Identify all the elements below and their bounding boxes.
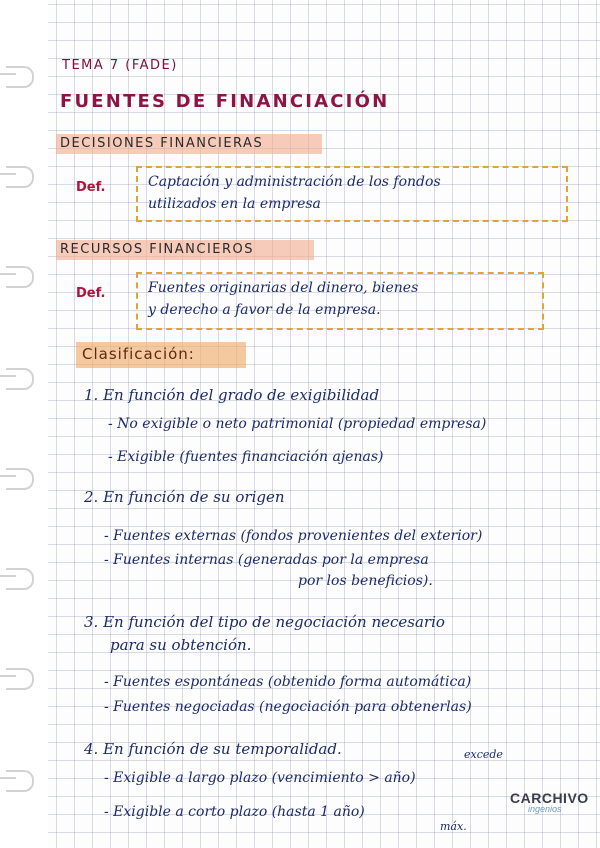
clasificacion-item-line: - Fuentes negociadas (negociación para obtenerlas) bbox=[104, 699, 472, 715]
clasificacion-item-title-continued: para su obtención. bbox=[110, 636, 252, 654]
margin-note: excede bbox=[464, 748, 503, 761]
page-title: FUENTES DE FINANCIACIÓN bbox=[60, 91, 390, 112]
binder-ring-icon bbox=[6, 468, 34, 490]
definition-line: y derecho a favor de la empresa. bbox=[148, 302, 381, 318]
definition-label: Def. bbox=[76, 286, 106, 301]
clasificacion-item-title: 2. En función de su origen bbox=[84, 488, 285, 506]
clasificacion-item-line: - Fuentes espontáneas (obtenido forma automática) bbox=[104, 674, 472, 690]
clasificacion-item-line: - Exigible (fuentes financiación ajenas) bbox=[108, 449, 384, 465]
section-heading-decisiones: DECISIONES FINANCIERAS bbox=[60, 136, 264, 151]
binder-ring-icon bbox=[6, 568, 34, 590]
binder-ring-icon bbox=[6, 770, 34, 792]
clasificacion-item-line: - Fuentes externas (fondos provenientes del exterior) bbox=[104, 528, 483, 544]
clasificacion-item-line: - Fuentes internas (generadas por la empresa bbox=[104, 552, 429, 568]
clasificacion-item-line: por los beneficios). bbox=[298, 573, 433, 589]
binder-ring-icon bbox=[6, 368, 34, 390]
clasificacion-item-title: 4. En función de su temporalidad. bbox=[84, 740, 342, 758]
brand-name: CARCHIVO bbox=[510, 790, 589, 806]
section-heading-recursos: RECURSOS FINANCIEROS bbox=[60, 242, 255, 257]
definition-box bbox=[136, 166, 568, 222]
definition-line: Fuentes originarias del dinero, bienes bbox=[148, 280, 419, 296]
definition-box bbox=[136, 272, 544, 330]
clasificacion-item-line: - Exigible a largo plazo (vencimiento > año) bbox=[104, 770, 416, 786]
binder-ring-icon bbox=[6, 66, 34, 88]
binder-ring-icon bbox=[6, 668, 34, 690]
clasificacion-item-title: 1. En función del grado de exigibilidad bbox=[84, 386, 380, 404]
clasificacion-heading: Clasificación: bbox=[82, 345, 195, 363]
definition-line: Captación y administración de los fondos bbox=[148, 174, 441, 190]
clasificacion-item-line: - No exigible o neto patrimonial (propiedad empresa) bbox=[108, 416, 487, 432]
margin-note: máx. bbox=[440, 820, 467, 833]
brand-logo bbox=[510, 790, 589, 814]
clasificacion-item-line: - Exigible a corto plazo (hasta 1 año) bbox=[104, 804, 365, 820]
binder-ring-icon bbox=[6, 266, 34, 288]
definition-label: Def. bbox=[76, 180, 106, 195]
definition-line: utilizados en la empresa bbox=[148, 196, 321, 212]
binder-ring-icon bbox=[6, 166, 34, 188]
binder-margin bbox=[0, 0, 48, 848]
brand-tagline: ingenios bbox=[528, 804, 562, 814]
clasificacion-item-title: 3. En función del tipo de negociación necesario bbox=[84, 613, 445, 631]
topic-label: TEMA 7 (FADE) bbox=[62, 58, 178, 73]
